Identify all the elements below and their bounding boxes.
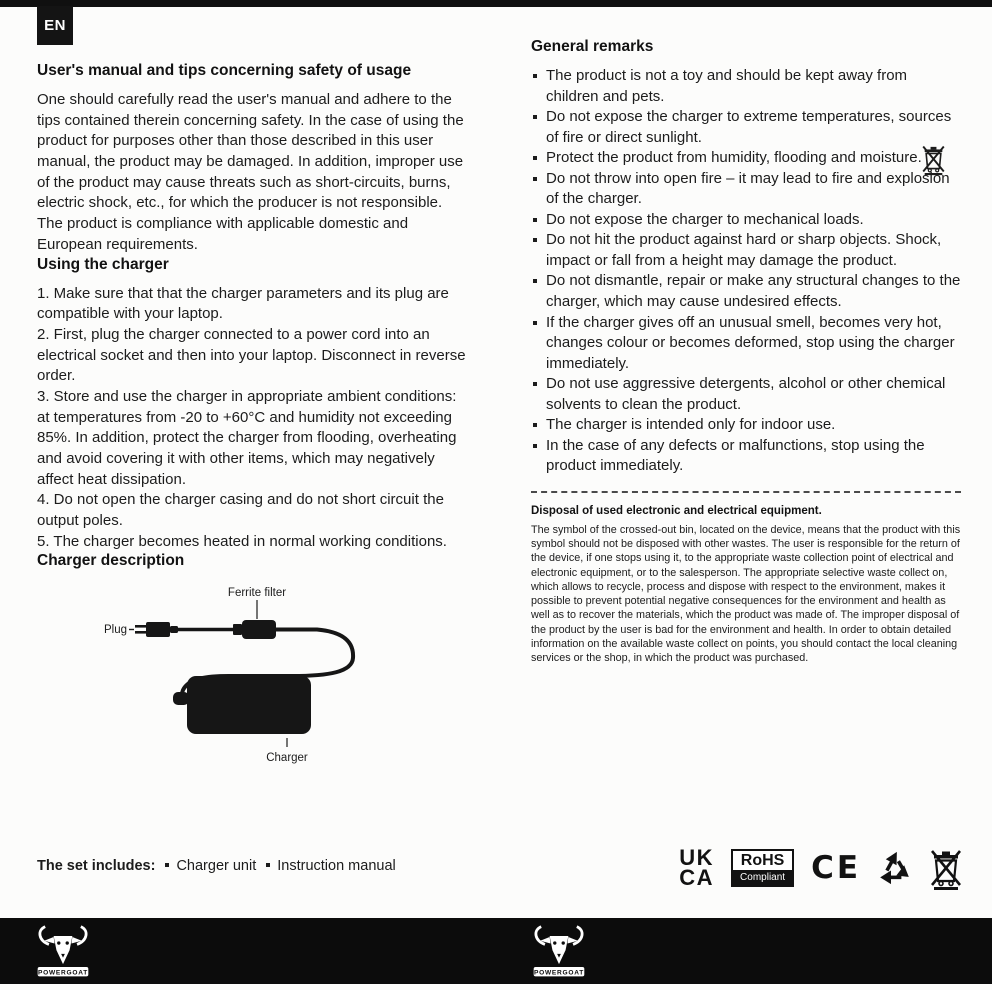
rohs-top-text: RoHS [740, 852, 785, 869]
plug-connector [135, 622, 178, 637]
bullet-icon [165, 863, 169, 867]
remark-item [531, 66, 963, 107]
certification-marks [531, 845, 963, 891]
weee-crossed-bin-icon-small [921, 142, 946, 176]
disposal-paragraph: The symbol of the crossed-out bin, located on the device, means that the product with this symbol should not be disposed with other wastes. The user is responsible for the return of the device, if one stops using it, to the appropriate waste collection point of electrical and electronic equipment, or to the salesperson. The appropriate selective waste collect on, which allows to recycle, process and dispose with respect to the environment, makes it possible to prevent potential negative consequences for the environment and health as well as to recover the materials, which the product was made of. The improper disposal of the product by the user is bad for the environment and health. In order to obtain detailed information on the available waste collect on points, you should contact the local cleaning services or the shop, in which the product was purchased. [531, 523, 961, 665]
goat-horn-left [536, 927, 545, 945]
dashed-divider [531, 491, 961, 493]
using-step: 2. First, plug the charger connected to a power cord into an electrical socket and then into your laptop. Disconnect in reverse order. [37, 325, 466, 385]
disposal-heading: Disposal of used electronic and electrical equipment. [531, 504, 822, 517]
goat-face [54, 936, 73, 964]
goat-horn-right [573, 927, 582, 945]
rohs-compliant-mark [731, 849, 794, 887]
using-charger-heading: Using the charger [37, 255, 169, 273]
general-remarks-list [531, 66, 963, 477]
goat-horn-left [40, 927, 49, 945]
bullet-icon [533, 115, 537, 119]
recycle-icon [878, 851, 912, 885]
plug-label: Plug [103, 624, 127, 637]
bullet-icon [533, 423, 537, 427]
set-includes-item: Instruction manual [277, 858, 396, 874]
strain-relief [173, 692, 189, 705]
brand-name: POWERGOAT [38, 969, 88, 977]
bullet-icon [533, 444, 537, 448]
ferrite-filter [233, 620, 276, 639]
remark-item [531, 415, 963, 436]
bullet-icon [533, 218, 537, 222]
ukca-bottom-text: CA [679, 865, 715, 890]
rohs-bottom-text: Compliant [733, 870, 792, 885]
using-step: 1. Make sure that that the charger parameters and its plug are compatible with your laptop. [37, 284, 449, 323]
charger-body [187, 676, 311, 734]
remark-text: Do not hit the product against hard or sharp objects. Shock, impact or fall from a height may damage the product. [546, 231, 942, 269]
remark-text: If the charger gives off an unusual smell, becomes very hot, changes colour or becomes deformed, stop using the charger immediately. [546, 313, 955, 372]
general-remarks-heading: General remarks [531, 38, 654, 55]
remark-item [531, 169, 963, 210]
remark-item [531, 374, 963, 415]
charger-label: Charger [266, 752, 308, 765]
powergoat-logo [529, 923, 589, 979]
remark-text: Do not dismantle, repair or make any structural changes to the charger, which may cause undesired effects. [546, 272, 961, 311]
remark-item [531, 436, 963, 477]
remark-item [531, 148, 963, 169]
remark-text: The charger is intended only for indoor use. [546, 416, 836, 434]
bullet-icon [266, 863, 270, 867]
remark-text: Do not use aggressive detergents, alcohol or other chemical solvents to clean the product. [546, 375, 946, 413]
remark-item [531, 313, 963, 375]
using-step: 5. The charger becomes heated in normal working conditions. [37, 532, 447, 550]
set-includes-label: The set includes: [37, 858, 156, 874]
remark-text: Do not expose the charger to mechanical loads. [546, 210, 864, 228]
powergoat-logo [33, 923, 93, 979]
brand-name: POWERGOAT [534, 969, 584, 977]
right-column [531, 38, 963, 665]
bullet-icon [533, 238, 537, 242]
remark-item [531, 210, 963, 231]
goat-horn-right [77, 927, 86, 945]
left-column [37, 62, 467, 768]
remark-item [531, 107, 963, 148]
footer-bar [0, 918, 992, 984]
bullet-icon [533, 382, 537, 386]
set-includes [37, 858, 396, 874]
bullet-icon [533, 321, 537, 325]
bullet-icon [533, 156, 537, 160]
ce-mark: CE [811, 850, 861, 886]
bullet-icon [533, 279, 537, 283]
remark-text: Do not throw into open fire – it may lead to fire and explosion of the charger. [546, 169, 950, 208]
using-step: 3. Store and use the charger in appropriate ambient conditions: at temperatures from -20 to +60°C and humidity not exceeding 85%. In addition, protect the charger from flooding, overheating and avoid covering it with other items, which may negatively affect heat dissipation. [37, 387, 457, 488]
weee-crossed-bin-icon [929, 845, 963, 891]
set-includes-item: Charger unit [176, 858, 257, 874]
safety-paragraph: One should carefully read the user's manual and adhere to the tips contained therein concerning safety. In the case of using the product for purposes other than those described in this user manual, the product may be damaged. In addition, improper use of the product may cause threats such as short-circuits, burns, electric shock, etc., for which the producer is not responsible. The product is compliance with applicable domestic and European requirements. [37, 91, 464, 253]
bullet-icon [533, 74, 537, 78]
language-badge [37, 6, 73, 45]
language-badge-label: EN [44, 17, 66, 34]
top-border [0, 0, 992, 7]
charger-diagram [77, 580, 387, 768]
ferrite-filter-label: Ferrite filter [227, 587, 287, 600]
remark-item [531, 230, 963, 271]
charger-description-heading: Charger description [37, 552, 185, 570]
bullet-icon [533, 177, 537, 181]
remark-text: Protect the product from humidity, flooding and moisture. [546, 149, 922, 167]
remark-text: The product is not a toy and should be kept away from children and pets. [546, 67, 908, 105]
remark-text: In the case of any defects or malfunctions, stop using the product immediately. [546, 436, 925, 475]
using-step: 4. Do not open the charger casing and do not short circuit the output poles. [37, 491, 444, 530]
ukca-top-text: UK [679, 844, 715, 870]
remark-item [531, 271, 963, 312]
remark-text: Do not expose the charger to extreme temperatures, sources of fire or direct sunlight. [546, 108, 952, 146]
goat-face [550, 936, 569, 964]
safety-heading: User's manual and tips concerning safety of usage [37, 62, 412, 79]
ukca-mark [679, 844, 715, 890]
